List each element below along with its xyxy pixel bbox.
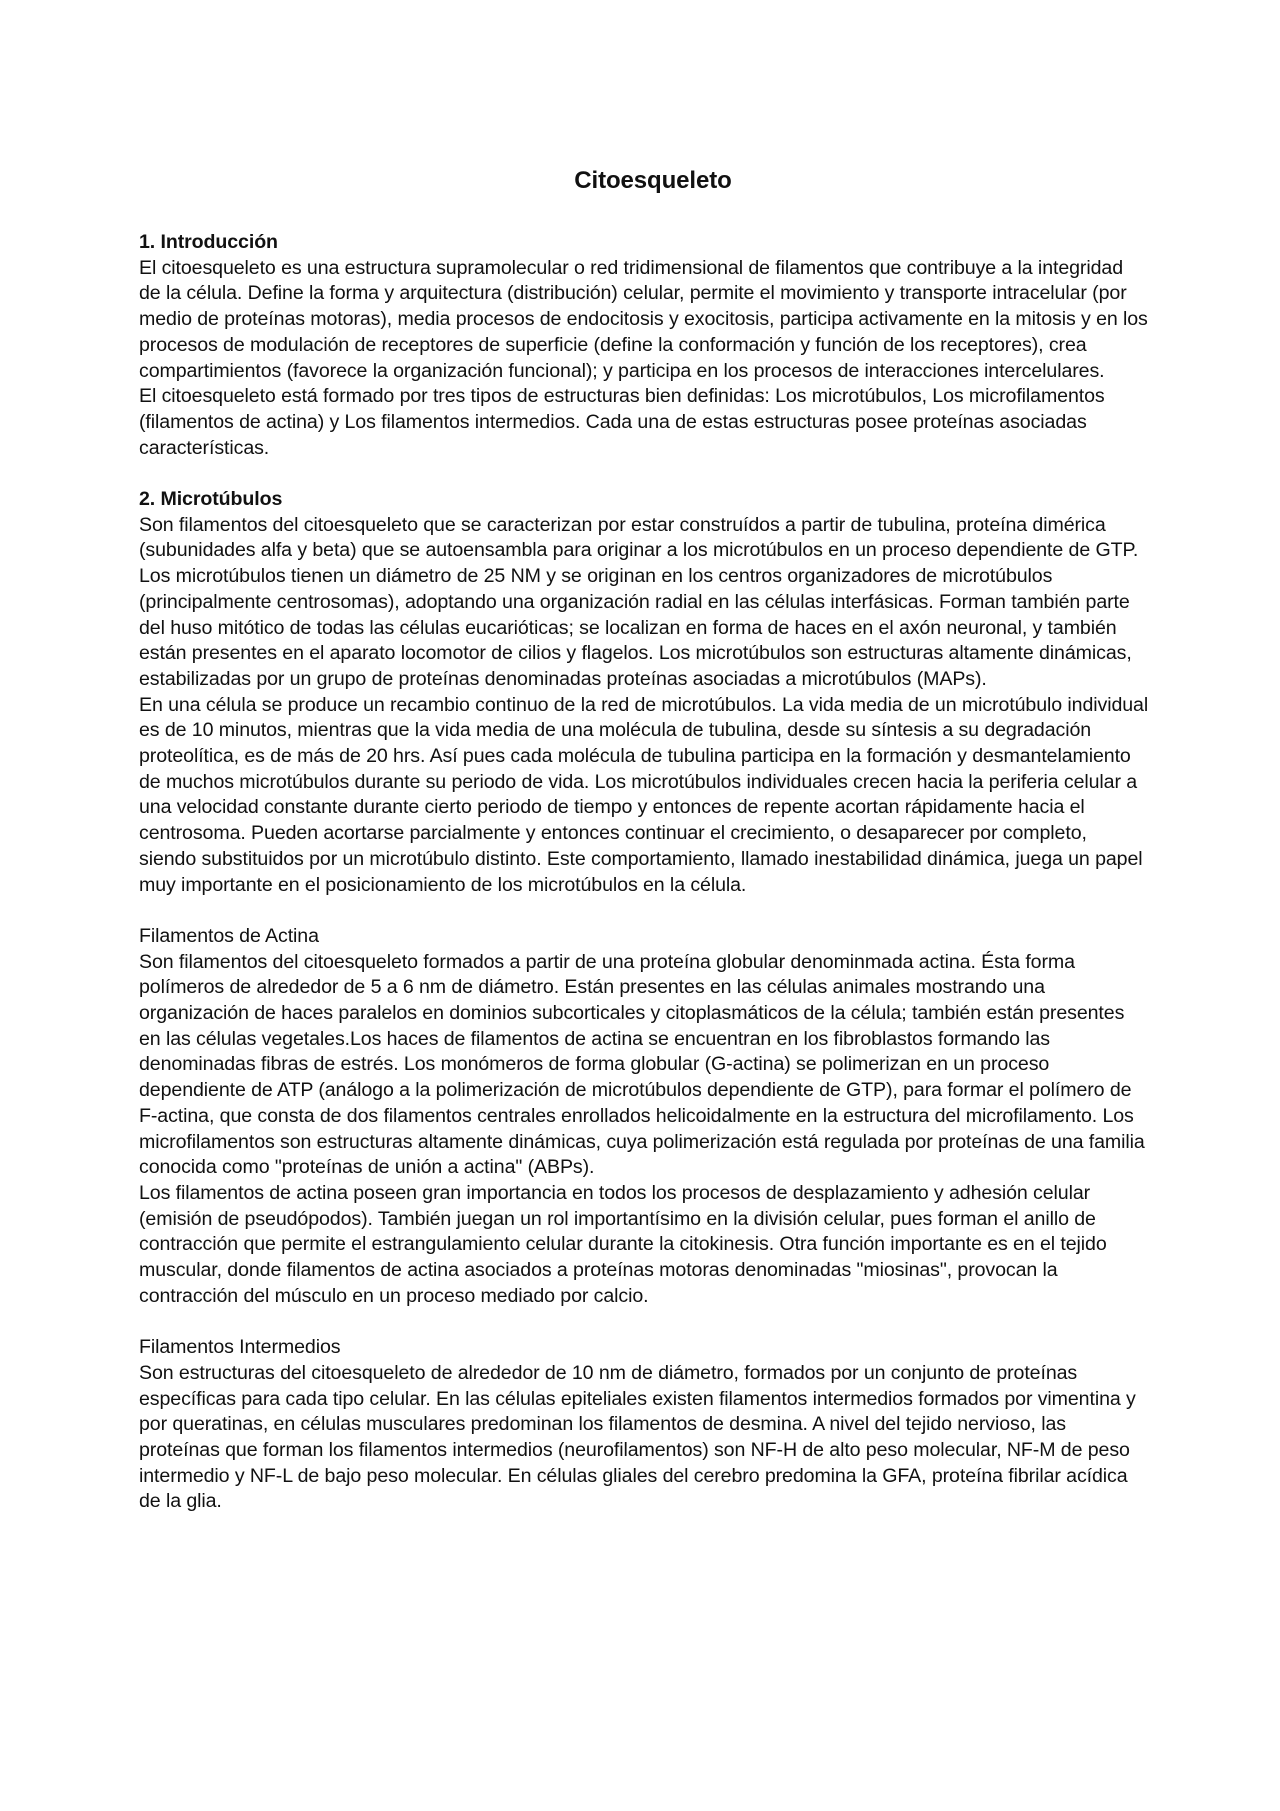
- section-filamentos-intermedios: [139, 1335, 1149, 1515]
- section-filamentos-de-actina: [139, 924, 1149, 1310]
- section-microtubulos: [139, 487, 1149, 898]
- paragraph: Los filamentos de actina poseen gran importancia en todos los procesos de desplazamiento y adhesión celular (emisión de pseudópodos). También juegan un rol importantísimo en la división celular, pues forman el anillo de contracción que permite el estrangulamiento celular durante la citokinesis. Otra función importante es en el tejido muscular, donde filamentos de actina asociados a proteínas motoras denominadas "miosinas", provocan la contracción del músculo en un proceso mediado por calcio.: [139, 1181, 1107, 1307]
- section-heading: 2. Microtúbulos: [139, 488, 283, 511]
- section-introduccion: [139, 230, 1149, 461]
- paragraph: Son filamentos del citoesqueleto formados a partir de una proteína globular denominmada actina. Ésta forma polímeros de alrededor de 5 a 6 nm de diámetro. Están presentes en las células animales mostrando una organización de haces paralelos en dominios subcorticales y citoplasmáticos de la célula; también están presentes en las células vegetales.Los haces de filamentos de actina se encuentran en los fibroblastos formando las denominadas fibras de estrés. Los monómeros de forma globular (G-actina) se polimerizan en un proceso dependiente de ATP (análogo a la polimerización de microtúbulos dependiente de GTP), para formar el polímero de F-actina, que consta de dos filamentos centrales enrollados helicoidalmente en la estructura del microfilamento. Los microfilamentos son estructuras altamente dinámicas, cuya polimerización está regulada por proteínas de una familia conocida como "proteínas de unión a actina" (ABPs).: [139, 950, 1145, 1179]
- paragraph: El citoesqueleto está formado por tres tipos de estructuras bien definidas: Los microtúbulos, Los microfilamentos (filamentos de actina) y Los filamentos intermedios. Cada una de estas estructuras posee proteínas asociadas características.: [139, 385, 1105, 459]
- section-heading: Filamentos Intermedios: [139, 1336, 341, 1359]
- paragraph: El citoesqueleto es una estructura supramolecular o red tridimensional de filamentos que contribuye a la integridad de la célula. Define la forma y arquitectura (distribución) celular, permite el movimiento y transporte intracelular (por medio de proteínas motoras), media procesos de endocitosis y exocitosis, participa activamente en la mitosis y en los procesos de modulación de receptores de superficie (define la conformación y función de los receptores), crea compartimientos (favorece la organización funcional); y participa en los procesos de interacciones intercelulares.: [139, 256, 1148, 382]
- paragraph: En una célula se produce un recambio continuo de la red de microtúbulos. La vida media de un microtúbulo individual es de 10 minutos, mientras que la vida media de una molécula de tubulina, desde su síntesis a su degradación proteolítica, es de más de 20 hrs. Así pues cada molécula de tubulina participa en la formación y desmantelamiento de muchos microtúbulos durante su periodo de vida. Los microtúbulos individuales crecen hacia la periferia celular a una velocidad constante durante cierto periodo de tiempo y entonces de repente acortan rápidamente hacia el centrosoma. Pueden acortarse parcialmente y entonces continuar el crecimiento, o desaparecer por completo, siendo substituidos por un microtúbulo distinto. Este comportamiento, llamado inestabilidad dinámica, juega un papel muy importante en el posicionamiento de los microtúbulos en la célula.: [139, 693, 1149, 896]
- document-title: Citoesqueleto: [574, 167, 732, 194]
- document-page: [139, 166, 1149, 1541]
- paragraph: Son filamentos del citoesqueleto que se caracterizan por estar construídos a partir de tubulina, proteína dimérica (subunidades alfa y beta) que se autoensambla para originar a los microtúbulos en un proceso dependiente de GTP. Los microtúbulos tienen un diámetro de 25 NM y se originan en los centros organizadores de microtúbulos (principalmente centrosomas), adoptando una organización radial en las células interfásicas. Forman también parte del huso mitótico de todas las células eucarióticas; se localizan en forma de haces en el axón neuronal, y también están presentes en el aparato locomotor de cilios y flagelos. Los microtúbulos son estructuras altamente dinámicas, estabilizadas por un grupo de proteínas denominadas proteínas asociadas a microtúbulos (MAPs).: [139, 513, 1139, 690]
- paragraph: Son estructuras del citoesqueleto de alrededor de 10 nm de diámetro, formados por un conjunto de proteínas específicas para cada tipo celular. En las células epiteliales existen filamentos intermedios formados por vimentina y por queratinas, en células musculares predominan los filamentos de desmina. A nivel del tejido nervioso, las proteínas que forman los filamentos intermedios (neurofilamentos) son NF-H de alto peso molecular, NF-M de peso intermedio y NF-L de bajo peso molecular. En células gliales del cerebro predomina la GFA, proteína fibrilar acídica de la glia.: [139, 1361, 1136, 1513]
- section-heading: 1. Introducción: [139, 231, 278, 253]
- section-heading: Filamentos de Actina: [139, 924, 319, 947]
